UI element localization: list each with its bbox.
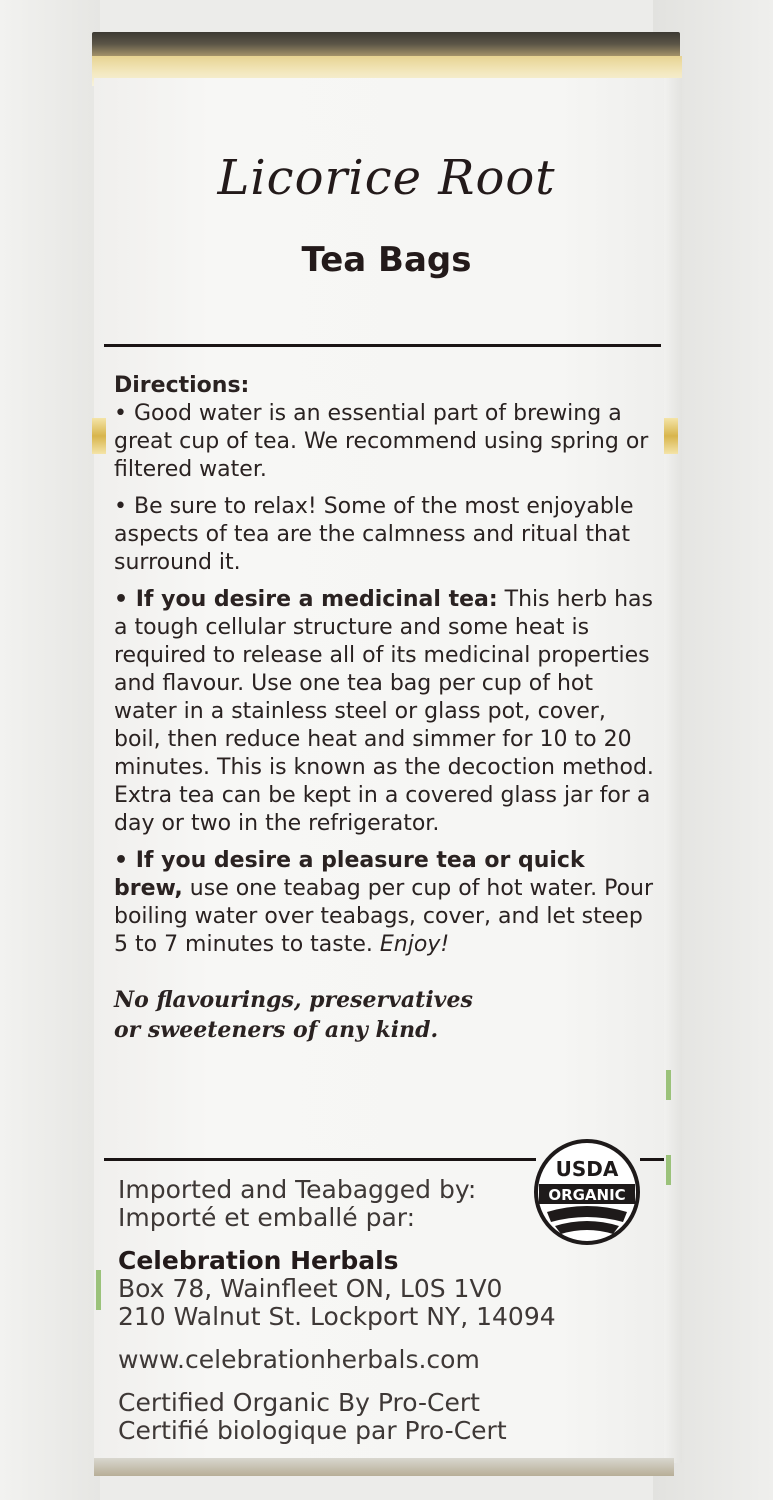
directions-section [114,372,654,1045]
imported-by-fr: Importé et emballé par: [118,1203,416,1232]
divider-top [104,344,661,347]
product-subtitle: Tea Bags [301,240,472,280]
direction-paragraph: • Be sure to relax! Some of the most enjoyable aspects of tea are the calmness and ritual that surround it. [114,494,634,575]
direction-text: use one teabag per cup of hot water. Pour boiling water over teabags, cover, and let steep 5 to 7 minutes to taste. [114,876,654,957]
imported-by-en: Imported and Teabagged by: [118,1175,477,1204]
website: www.celebrationherbals.com [118,1345,480,1374]
green-accent [666,1070,671,1100]
seal-top-text: USDA [555,1157,619,1181]
ingredient-claim-line: or sweeteners of any kind. [114,1017,439,1043]
background-left [0,0,100,1500]
ingredient-claim [114,985,654,1045]
direction-paragraph: • Good water is an essential part of brewing a great cup of tea. We recommend using spring or filtered water. [114,401,649,482]
divider-bottom-right [640,1158,664,1161]
direction-text: This herb has a tough cellular structure and some heat is required to release all of its medicinal properties and flavour. Use one tea bag per cup of hot water in a stainless steel or glass pot, cover, boil, then reduce heat and simmer for 10 to 20 minutes. This is known as the decoction method. Extra tea can be kept in a covered glass jar for a day or two in the refrigerator. [114,587,654,836]
ingredient-claim-line: No flavourings, preservatives [114,987,473,1013]
directions-heading: Directions: [114,373,250,398]
certification-en: Certified Organic By Pro-Cert [118,1388,480,1417]
gold-accent-left [92,418,106,454]
direction-paragraph [114,847,654,959]
direction-paragraph [114,586,654,838]
product-name: Licorice Root [217,150,556,206]
green-accent [96,1270,101,1310]
divider-bottom-left [104,1158,536,1161]
direction-lead: • If you desire a pleasure tea or quick brew, [114,848,585,901]
seal-band-text: ORGANIC [548,1186,626,1204]
box-side-edge [664,78,682,1463]
importer-block [118,1176,558,1445]
gold-accent-right [664,418,678,454]
green-accent [666,1155,671,1185]
address-line: Box 78, Wainfleet ON, L0S 1V0 [118,1274,503,1303]
certification-fr: Certifié biologique par Pro-Cert [118,1416,507,1445]
address-line: 210 Walnut St. Lockport NY, 14094 [118,1302,556,1331]
direction-lead: • If you desire a medicinal tea: [114,587,498,612]
direction-enjoy: Enjoy! [379,932,450,957]
company-name: Celebration Herbals [118,1246,399,1275]
box-bottom-edge [94,1458,674,1476]
